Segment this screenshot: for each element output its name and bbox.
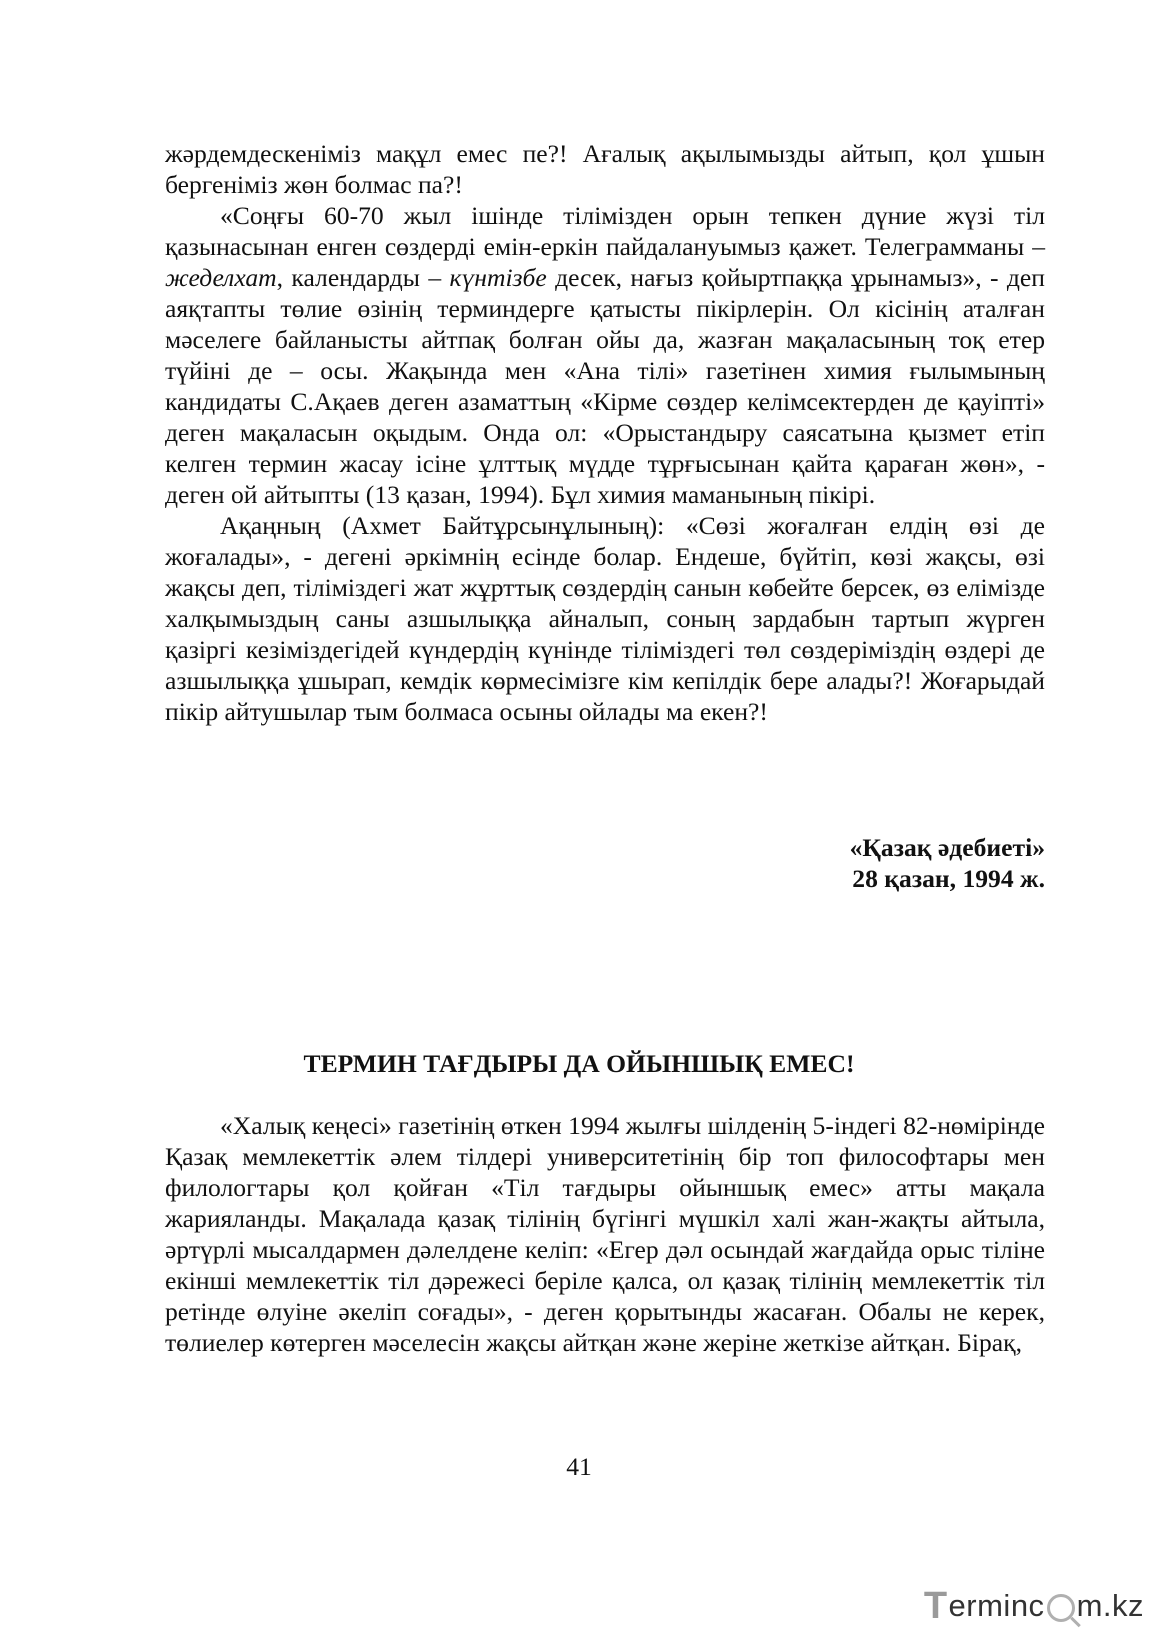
paragraph-3: Ақаңның (Ахмет Байтұрсынұлының): «Сөзі жоғалған елдің өзі де жоғалады», - дегені әркімнің есінде болар. Ендеше, бүйтіп, көзі жақсы, өзі жақсы деп, тіліміздегі жат жұрттық сөздердің санын көбейте берсек, өз елімізде халқымыздың саны азшылыққа айналып, соның зардабын тартып жүрген қазіргі кезіміздегідей күндердің күнінде тіліміздегі төл сөздеріміздің өздері де азшылыққа ұшырап, кемдік көрмесімізге кім кепілдік бере алады?! Жоғарыдай пікір айтушылар тым болмаса осыны ойлады ма екен?! bbox=[165, 511, 1045, 726]
source-citation bbox=[850, 832, 1045, 894]
paragraph-2-text-a: «Соңғы 60-70 жыл ішінде тілімізден орын тепкен дүние жүзі тіл қазынасынан енген сөздерді емін-еркін пайдалануымыз қажет. Телеграмманы – bbox=[165, 201, 1045, 261]
magnifier-icon bbox=[1047, 1594, 1075, 1622]
watermark-first-letter: T bbox=[923, 1584, 948, 1627]
page-body-bottom bbox=[165, 1110, 1045, 1358]
source-publication: «Қазақ әдебиеті» bbox=[849, 833, 1045, 862]
watermark-end: m.kz bbox=[1076, 1588, 1144, 1623]
paragraph-2-text-c: десек, нағыз қойыртпаққа ұрынамыз», - деп аяқтапты төлие өзінің терминдерге қатысты пікірлерін. Ол кісінің аталған мәселеге байланысты айтпақ болған ойы да, жазған мақаласының тоқ етер түйіні де – осы. Жақында мен «Ана тілі» газетінен химия ғылымының кандидаты С.Ақаев деген азаматтың «Кірме сөздер келімсектерден де қауіпті» деген мақаласын оқыдым. Онда ол: «Орыстандыру саясатына қызмет етіп келген термин жасау ісіне ұлттық мүдде тұрғысынан қайта қараған жөн», - деген ой айтыпты (13 қазан, 1994). Бұл химия маманының пікірі. bbox=[165, 263, 1045, 509]
source-date: 28 қазан, 1994 ж. bbox=[852, 864, 1045, 893]
article-heading: ТЕРМИН ТАҒДЫРЫ ДА ОЙЫНШЫҚ ЕМЕС! bbox=[303, 1049, 855, 1078]
page-number: 41 bbox=[566, 1452, 592, 1481]
paragraph-2 bbox=[165, 200, 1045, 510]
page-body-top bbox=[165, 138, 1045, 727]
watermark-mid: erminc bbox=[948, 1588, 1045, 1623]
paragraph-1: жәрдемдескеніміз мақұл емес пе?! Ағалық ақылымызды айтып, қол ұшын бергеніміз жөн болмас па?! bbox=[165, 139, 1045, 199]
termincom-watermark bbox=[924, 1586, 1144, 1626]
paragraph-4: «Халық кеңесі» газетінің өткен 1994 жылғы шілденің 5-індегі 82-нөмірінде Қазақ мемлекеттік әлем тілдері университетінің бір топ философтары мен филологтары қол қойған «Тіл тағдыры ойыншық емес» атты мақала жарияланды. Мақалада қазақ тілінің бүгінгі мүшкіл халі жан-жақты айтыла, әртүрлі мысалдармен дәлелдене келіп: «Егер дәл осындай жағдайда орыс тіліне екінші мемлекеттік тіл дәрежесі беріле қалса, ол қазақ тілінің мемлекеттік тіл ретінде өлуіне әкеліп соғады», - деген қорытынды жасаған. Обалы не керек, төлиелер көтерген мәселесін жақсы айтқан және жеріне жеткізе айтқан. Бірақ, bbox=[165, 1111, 1045, 1357]
paragraph-2-italic-2: күнтізбе bbox=[449, 263, 547, 292]
paragraph-2-text-b: , календарды – bbox=[276, 263, 450, 292]
paragraph-2-italic-1: жеделхат bbox=[165, 263, 277, 292]
